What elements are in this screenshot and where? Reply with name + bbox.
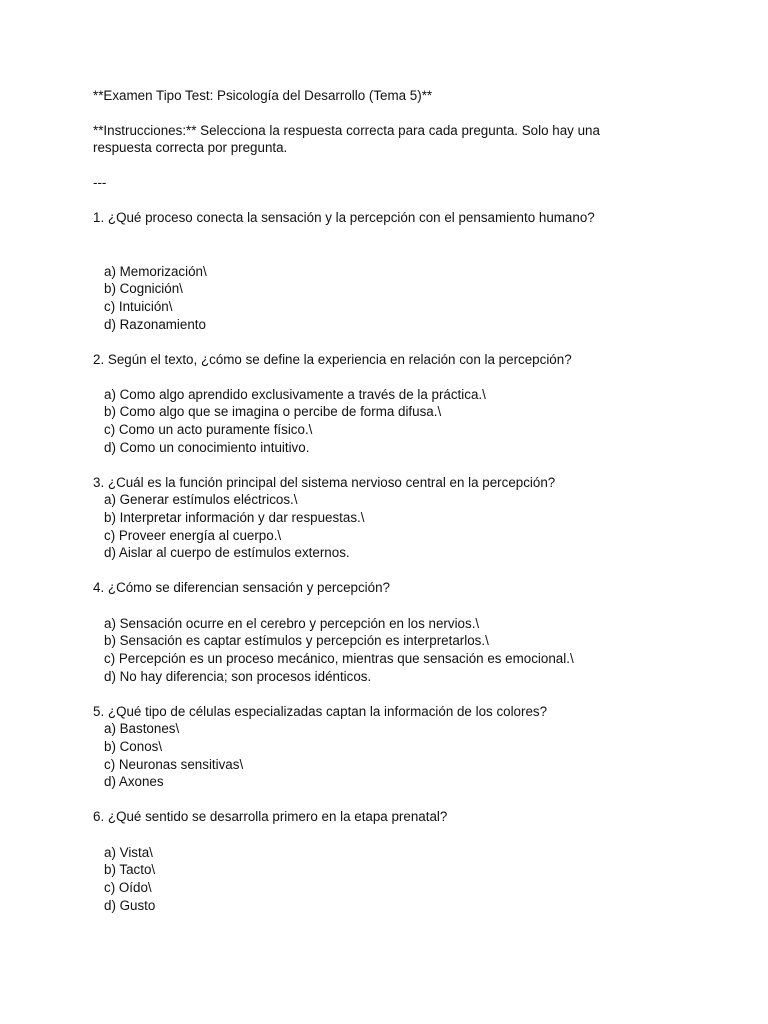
question-2-option-a: a) Como algo aprendido exclusivamente a través de la práctica.\ <box>104 387 486 402</box>
question-6-option-b: b) Tacto\ <box>104 862 156 877</box>
question-5-option-c: c) Neuronas sensitivas\ <box>104 757 244 772</box>
instructions-line-2: respuesta correcta por pregunta. <box>93 140 288 155</box>
question-3-option-c: c) Proveer energía al cuerpo.\ <box>104 528 282 543</box>
question-1-option-c: c) Intuición\ <box>104 299 173 314</box>
question-5-option-b: b) Conos\ <box>104 739 163 754</box>
question-3-option-a: a) Generar estímulos eléctricos.\ <box>104 492 298 507</box>
question-6-option-c: c) Oído\ <box>104 880 152 895</box>
question-4-option-c: c) Percepción es un proceso mecánico, mientras que sensación es emocional.\ <box>104 651 574 666</box>
question-3-option-d: d) Aislar al cuerpo de estímulos externos. <box>104 545 350 560</box>
question-5-option-d: d) Axones <box>104 774 164 789</box>
question-1-option-b: b) Cognición\ <box>104 281 183 296</box>
question-2-option-d: d) Como un conocimiento intuitivo. <box>104 440 310 455</box>
question-4-option-b: b) Sensación es captar estímulos y percepción es interpretarlos.\ <box>104 633 489 648</box>
question-1-text: 1. ¿Qué proceso conecta la sensación y la percepción con el pensamiento humano? <box>93 210 595 225</box>
question-4-option-a: a) Sensación ocurre en el cerebro y percepción en los nervios.\ <box>104 616 480 631</box>
question-4-text: 4. ¿Cómo se diferencian sensación y percepción? <box>93 580 390 595</box>
question-4-option-d: d) No hay diferencia; son procesos idénticos. <box>104 669 372 684</box>
question-1-option-a: a) Memorización\ <box>104 264 207 279</box>
question-6-option-d: d) Gusto <box>104 898 156 913</box>
separator: --- <box>93 175 107 190</box>
question-3-text: 3. ¿Cuál es la función principal del sistema nervioso central en la percepción? <box>93 475 556 490</box>
exam-title: **Examen Tipo Test: Psicología del Desarrollo (Tema 5)** <box>93 88 433 103</box>
question-2-option-b: b) Como algo que se imagina o percibe de forma difusa.\ <box>104 404 442 419</box>
question-5-option-a: a) Bastones\ <box>104 721 180 736</box>
question-5-text: 5. ¿Qué tipo de células especializadas captan la información de los colores? <box>93 704 548 719</box>
question-2-option-c: c) Como un acto puramente físico.\ <box>104 422 313 437</box>
question-3-option-b: b) Interpretar información y dar respuestas.\ <box>104 510 365 525</box>
question-6-text: 6. ¿Qué sentido se desarrolla primero en la etapa prenatal? <box>93 809 448 824</box>
question-6-option-a: a) Vista\ <box>104 845 153 860</box>
question-2-text: 2. Según el texto, ¿cómo se define la experiencia en relación con la percepción? <box>93 352 572 367</box>
instructions-line-1: **Instrucciones:** Selecciona la respuesta correcta para cada pregunta. Solo hay una <box>93 123 600 138</box>
question-1-option-d: d) Razonamiento <box>104 317 206 332</box>
